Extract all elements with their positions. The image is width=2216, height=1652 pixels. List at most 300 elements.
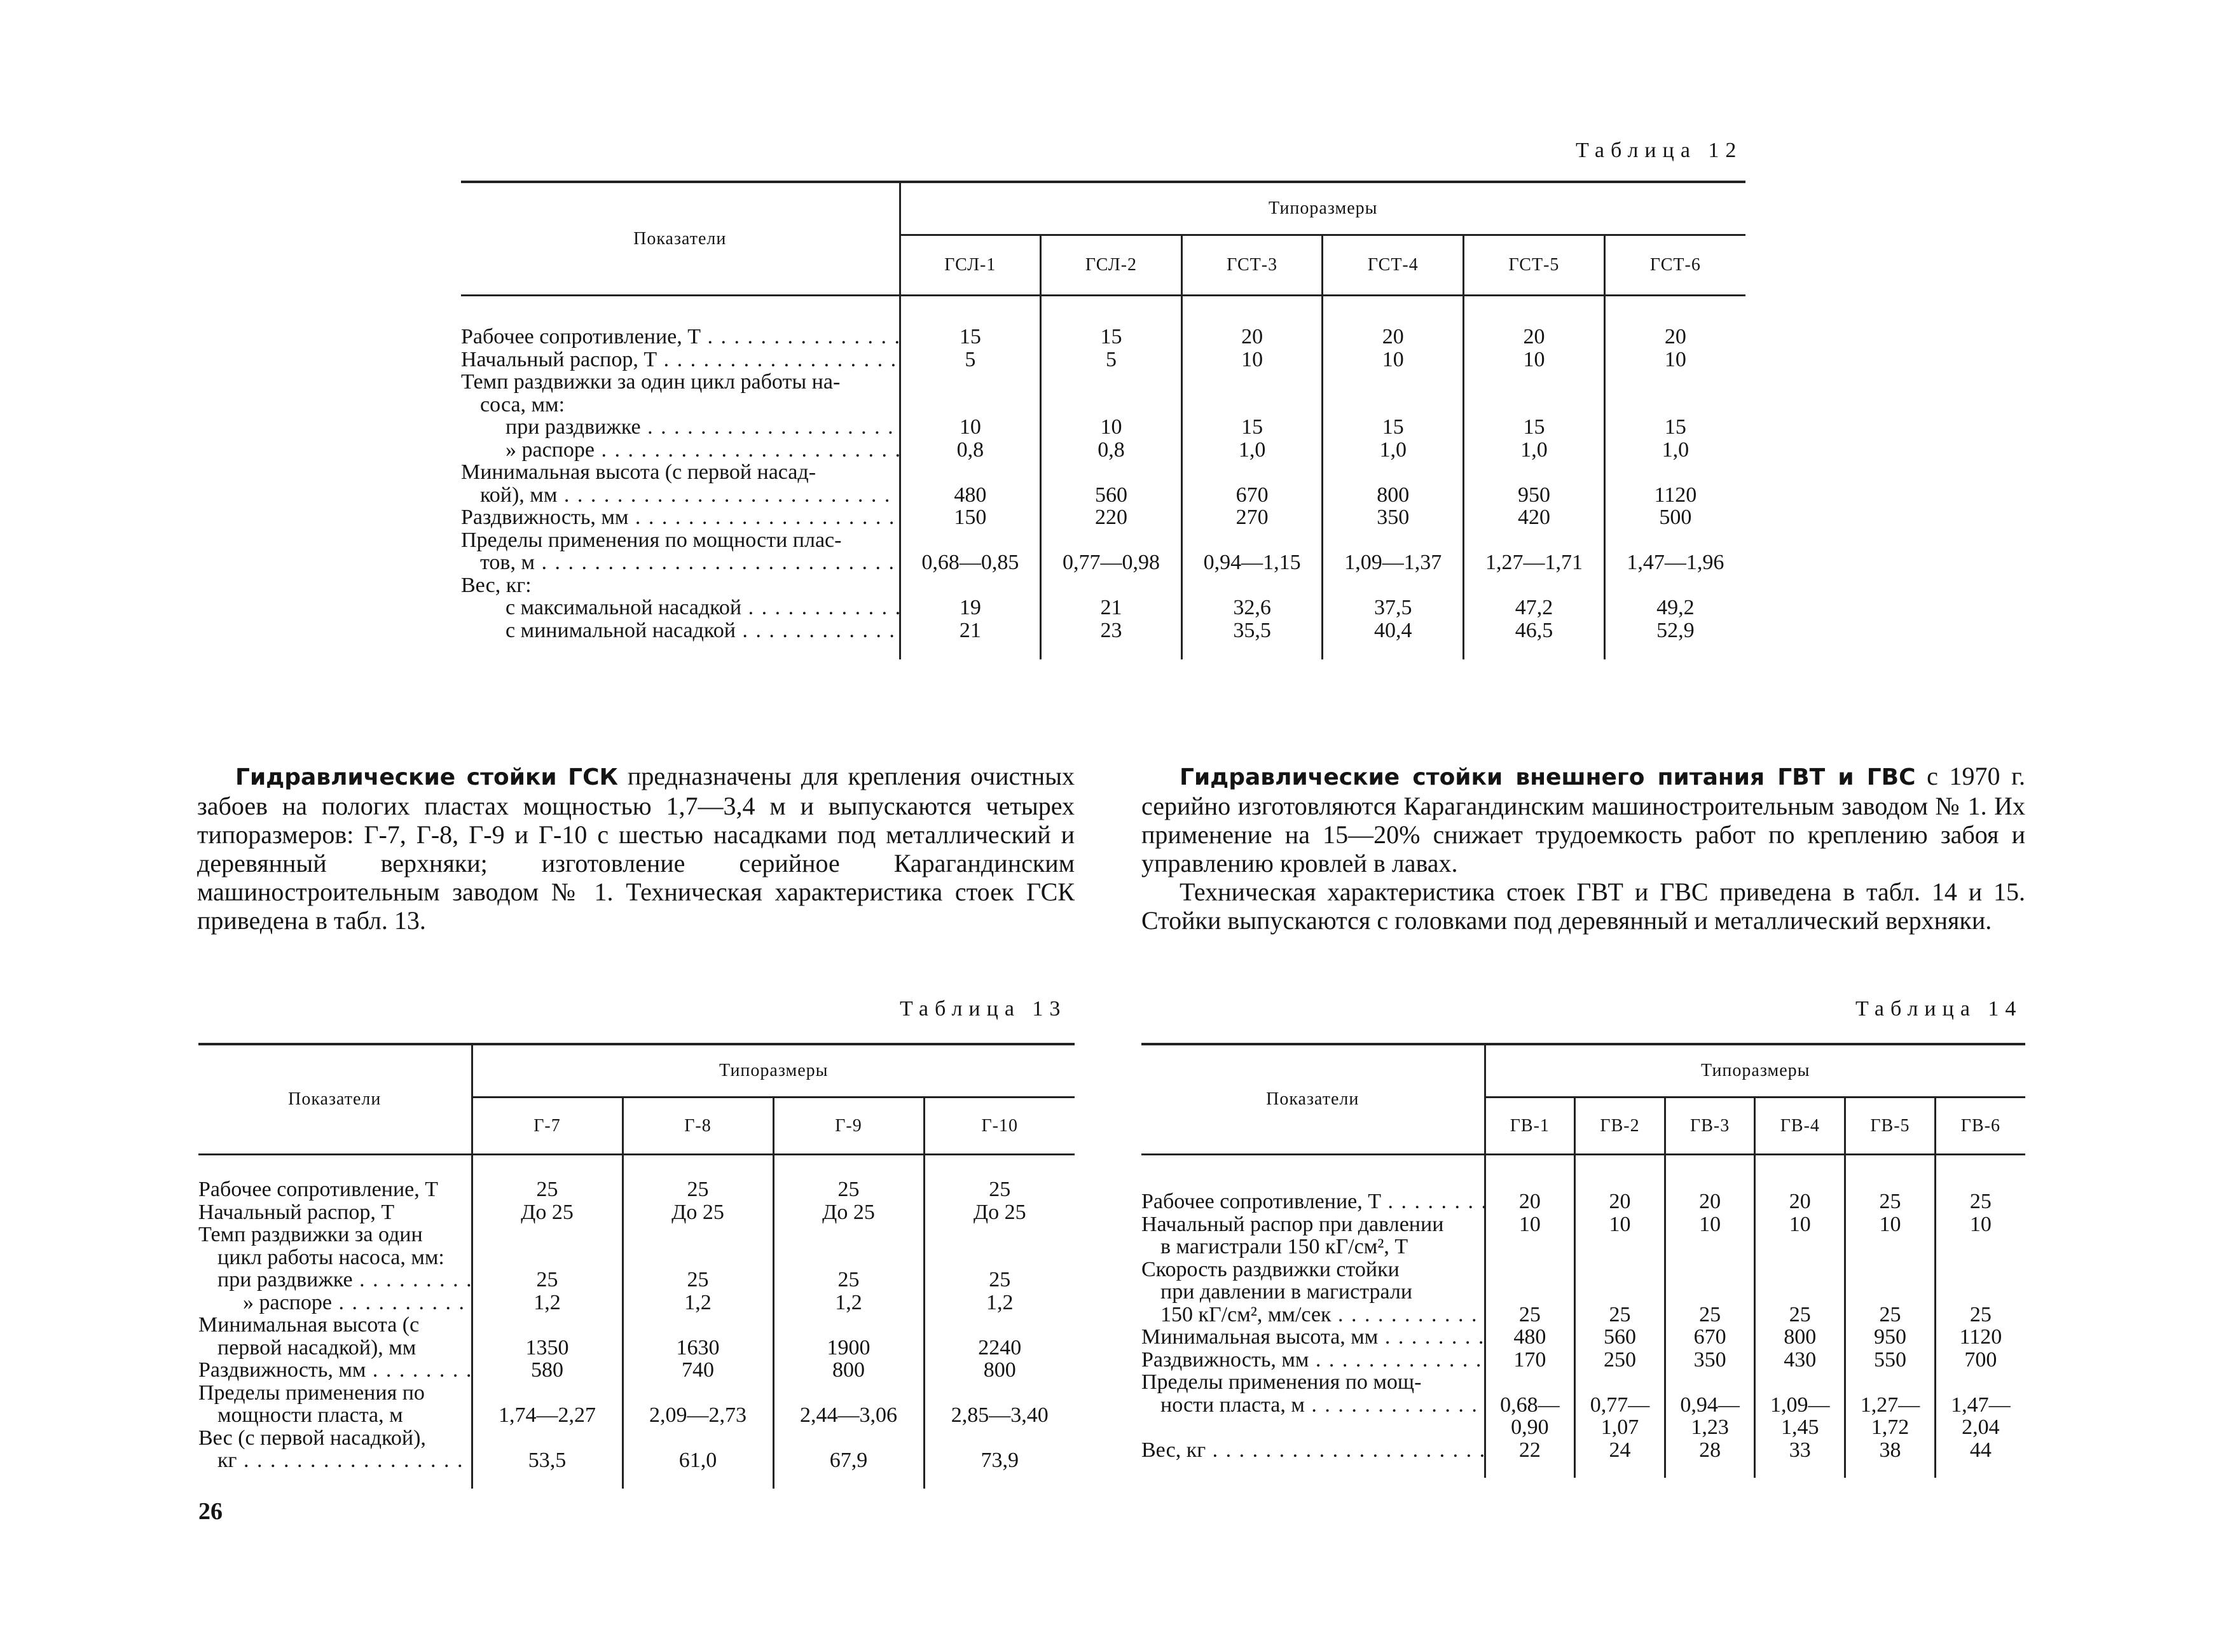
table-cell bbox=[1323, 529, 1462, 552]
table-cell: 25 bbox=[1879, 1302, 1901, 1326]
table-cell: 37,5 bbox=[1374, 596, 1412, 619]
table-cell bbox=[1323, 371, 1462, 394]
table-cell bbox=[624, 1246, 773, 1269]
row-label: Рабочее сопротивление, Т . . . bbox=[1141, 1190, 1484, 1213]
row-label: » распоре . . . bbox=[461, 439, 899, 462]
table-cell: 40,4 bbox=[1374, 618, 1412, 642]
table-cell: 10 bbox=[1664, 347, 1686, 371]
table-cell: 20 bbox=[1382, 325, 1404, 348]
table-cell: До 25 bbox=[822, 1200, 875, 1224]
table-cell bbox=[1846, 1371, 1934, 1394]
row-label: Минимальная высота (с bbox=[198, 1314, 420, 1337]
table-cell: 740 bbox=[682, 1358, 714, 1382]
table-cell: 350 bbox=[1693, 1347, 1726, 1372]
table-cell: 1,47—1,96 bbox=[1627, 551, 1724, 574]
table-cell bbox=[1464, 529, 1604, 552]
table-cell: 480 bbox=[954, 483, 987, 507]
table-14-body bbox=[1141, 1155, 2025, 1478]
row-label: Пределы применения по bbox=[198, 1381, 425, 1404]
table-cell: 0,8 bbox=[956, 437, 984, 462]
row-label: 150 кГ/см², мм/сек . . . bbox=[1141, 1304, 1484, 1326]
row-label: Вес (с первой насадкой), bbox=[198, 1426, 426, 1449]
table-cell: 10 bbox=[1879, 1212, 1901, 1236]
table-cell: 53,5 bbox=[528, 1449, 567, 1472]
table-cell: 480 bbox=[1513, 1325, 1546, 1349]
row-label: Рабочее сопротивление, Т . . . bbox=[461, 326, 899, 348]
table-cell: 0,77—0,98 bbox=[1062, 551, 1160, 574]
paragraph-gvt-lead: Гидравлические стойки внешнего питания ГВТ и ГВС bbox=[1180, 764, 1916, 790]
table-cell: 1,2 bbox=[533, 1290, 561, 1314]
table-cell: 2,04 bbox=[1962, 1415, 2000, 1439]
table-cell: 28 bbox=[1699, 1438, 1721, 1462]
table-cell: 46,5 bbox=[1515, 618, 1553, 642]
table-cell bbox=[1756, 1371, 1844, 1394]
table-cell: 61,0 bbox=[678, 1449, 717, 1472]
table-cell: 15 bbox=[1664, 415, 1686, 439]
table-cell bbox=[1606, 371, 1745, 394]
row-label: кой), мм . . . bbox=[461, 484, 899, 507]
table-cell: 500 bbox=[1659, 506, 1692, 529]
value-column bbox=[924, 1155, 1075, 1489]
table-cell bbox=[901, 394, 1040, 416]
table-cell: 25 bbox=[687, 1178, 709, 1201]
row-label: Темп раздвижки за один цикл работы на- bbox=[461, 371, 841, 394]
table-cell: 25 bbox=[1789, 1302, 1811, 1326]
table-cell: 0,94—1,15 bbox=[1203, 551, 1301, 574]
table-cell: 1,2 bbox=[986, 1290, 1014, 1314]
row-label: Раздвижность, мм . . . bbox=[1141, 1349, 1484, 1372]
row-label: тов, м . . . bbox=[461, 551, 899, 574]
table-cell: 10 bbox=[1518, 1212, 1541, 1236]
column-header: Г-9 bbox=[773, 1098, 924, 1155]
row-label: Начальный распор, Т . . . bbox=[461, 348, 899, 371]
table-cell bbox=[1576, 1258, 1664, 1281]
table-cell: 1,0 bbox=[1238, 437, 1266, 462]
value-column bbox=[1935, 1155, 2025, 1478]
table-cell: 220 bbox=[1094, 506, 1127, 529]
table-cell: 10 bbox=[1382, 347, 1404, 371]
table-13-group-label: Типоразмеры bbox=[472, 1044, 1075, 1098]
table-cell bbox=[1486, 1258, 1574, 1281]
table-cell: 20 bbox=[1523, 325, 1545, 348]
value-column bbox=[1485, 1155, 1575, 1478]
table-cell bbox=[624, 1314, 773, 1337]
row-label: Пределы применения по мощности плас- bbox=[461, 528, 842, 551]
table-13-caption: Таблица 13 bbox=[900, 997, 1067, 1021]
table-cell: 32,6 bbox=[1233, 596, 1271, 619]
table-cell: 1630 bbox=[676, 1335, 720, 1359]
table-cell: 1,0 bbox=[1379, 437, 1407, 462]
table-cell: 950 bbox=[1873, 1325, 1906, 1349]
table-cell bbox=[624, 1382, 773, 1405]
table-cell bbox=[1183, 574, 1322, 597]
table-cell: 23 bbox=[1100, 618, 1122, 642]
table-cell: 47,2 bbox=[1515, 596, 1553, 619]
table-cell bbox=[1846, 1236, 1934, 1258]
value-column bbox=[1604, 296, 1745, 660]
table-cell: 49,2 bbox=[1656, 596, 1695, 619]
column-header: ГВ-1 bbox=[1485, 1098, 1575, 1155]
table-cell: 430 bbox=[1784, 1347, 1817, 1372]
table-cell bbox=[925, 1223, 1075, 1246]
table-cell: 1,07 bbox=[1600, 1415, 1639, 1439]
table-cell: 350 bbox=[1377, 506, 1410, 529]
table-cell: 15 bbox=[1100, 325, 1122, 348]
paragraph-gsk bbox=[197, 762, 1075, 935]
table-cell: 5 bbox=[965, 347, 976, 371]
table-cell: 25 bbox=[687, 1268, 709, 1291]
value-column bbox=[1755, 1155, 1845, 1478]
table-cell bbox=[901, 371, 1040, 394]
table-cell bbox=[1666, 1371, 1754, 1394]
table-cell: 2,09—2,73 bbox=[649, 1403, 747, 1427]
table-cell: 10 bbox=[1699, 1212, 1721, 1236]
table-cell: 33 bbox=[1789, 1438, 1811, 1462]
table-cell: 25 bbox=[1969, 1190, 1992, 1213]
column-header: Г-7 bbox=[472, 1098, 623, 1155]
row-label: с минимальной насадкой . . . bbox=[461, 619, 899, 642]
table-cell bbox=[1323, 394, 1462, 416]
table-cell: 21 bbox=[1100, 596, 1122, 619]
table-cell: 20 bbox=[1609, 1190, 1631, 1213]
paragraph-gvt-gvs bbox=[1141, 762, 2025, 935]
page-number: 26 bbox=[198, 1498, 223, 1525]
table-13-header-label: Показатели bbox=[198, 1044, 472, 1155]
table-cell: 1,45 bbox=[1781, 1415, 1819, 1439]
table-cell: 150 bbox=[954, 506, 987, 529]
row-label: Вес, кг . . . bbox=[1141, 1439, 1484, 1462]
table-cell bbox=[1464, 461, 1604, 484]
row-label: » распоре . . . bbox=[198, 1291, 471, 1314]
table-cell: 270 bbox=[1235, 506, 1269, 529]
column-header: ГСТ-5 bbox=[1464, 235, 1605, 296]
table-cell: 24 bbox=[1609, 1438, 1631, 1462]
table-cell: 1,09—1,37 bbox=[1344, 551, 1442, 574]
row-label: Минимальная высота (с первой насад- bbox=[461, 461, 816, 484]
table-cell: 700 bbox=[1964, 1347, 1997, 1372]
table-14-header-label: Показатели bbox=[1141, 1044, 1485, 1155]
table-cell: 52,9 bbox=[1656, 618, 1695, 642]
table-cell bbox=[1846, 1258, 1934, 1281]
row-label: цикл работы насоса, мм: bbox=[217, 1246, 444, 1269]
table-cell bbox=[1323, 461, 1462, 484]
column-header: ГВ-5 bbox=[1845, 1098, 1936, 1155]
table-cell bbox=[1042, 529, 1181, 552]
row-label: мощности пласта, м bbox=[217, 1404, 403, 1427]
value-column bbox=[1575, 1155, 1665, 1478]
table-cell bbox=[1666, 1236, 1754, 1258]
table-cell: 10 bbox=[1609, 1212, 1631, 1236]
table-cell bbox=[1042, 574, 1181, 597]
row-label: в магистрали 150 кГ/см², Т bbox=[1160, 1236, 1408, 1258]
table-cell bbox=[624, 1427, 773, 1450]
table-12-caption: Таблица 12 bbox=[1576, 139, 1743, 162]
table-cell bbox=[1756, 1258, 1844, 1281]
paragraph-gsk-lead: Гидравлические стойки ГСК bbox=[235, 764, 618, 790]
table-cell bbox=[774, 1223, 923, 1246]
table-cell: 67,9 bbox=[829, 1449, 868, 1472]
table-cell bbox=[774, 1246, 923, 1269]
value-column bbox=[1464, 296, 1605, 660]
table-cell bbox=[473, 1314, 622, 1337]
table-cell: 1900 bbox=[827, 1335, 871, 1359]
row-label bbox=[1141, 1416, 1484, 1439]
table-cell: 15 bbox=[1241, 415, 1263, 439]
table-cell bbox=[901, 529, 1040, 552]
table-cell: 0,90 bbox=[1511, 1415, 1549, 1439]
table-cell bbox=[1183, 529, 1322, 552]
table-cell: 25 bbox=[536, 1268, 558, 1291]
table-12-body bbox=[461, 296, 1745, 660]
paragraph-gsk-body: предназначены для крепления очистных забоев на пологих пластах мощностью 1,7—3,4 м и выпускаются четырех типоразмеров: Г-7, Г-8, Г-9 и Г-10 с шестью насадками под металлический и деревянный верхняки; изготовление серийное Карагандинским машиностроительным заводом № 1. Техническая характеристика стоек ГСК приведена в табл. 13. bbox=[197, 762, 1075, 935]
table-cell: 2,44—3,06 bbox=[800, 1403, 897, 1427]
column-header: Г-8 bbox=[623, 1098, 773, 1155]
table-cell: 1120 bbox=[1654, 483, 1697, 507]
table-cell: 10 bbox=[1969, 1212, 1992, 1236]
table-cell: 1350 bbox=[525, 1335, 569, 1359]
table-cell: До 25 bbox=[671, 1200, 724, 1224]
table-12-group-label: Типоразмеры bbox=[900, 182, 1745, 235]
table-cell bbox=[774, 1314, 923, 1337]
column-header: ГСЛ-2 bbox=[1041, 235, 1182, 296]
row-label: Вес, кг: bbox=[461, 574, 532, 596]
value-column bbox=[1181, 296, 1323, 660]
table-cell: 420 bbox=[1517, 506, 1550, 529]
row-label: Раздвижность, мм . . . bbox=[461, 506, 899, 529]
table-cell: 0,94— bbox=[1680, 1393, 1740, 1417]
table-cell bbox=[1183, 371, 1322, 394]
column-header: ГВ-4 bbox=[1755, 1098, 1845, 1155]
value-column bbox=[1845, 1155, 1936, 1478]
column-header: Г-10 bbox=[924, 1098, 1075, 1155]
table-cell: 800 bbox=[832, 1358, 865, 1382]
row-label: первой насадкой), мм bbox=[217, 1336, 416, 1359]
table-cell: 10 bbox=[1789, 1212, 1811, 1236]
table-14-group-label: Типоразмеры bbox=[1485, 1044, 2025, 1098]
table-cell: 1,2 bbox=[684, 1290, 712, 1314]
table-cell bbox=[1464, 394, 1604, 416]
table-cell: 5 bbox=[1105, 347, 1117, 371]
table-cell bbox=[1042, 461, 1181, 484]
table-cell bbox=[1183, 394, 1322, 416]
table-cell: 10 bbox=[959, 415, 981, 439]
table-cell: 1,27— bbox=[1860, 1393, 1920, 1417]
table-cell: 25 bbox=[1879, 1190, 1901, 1213]
table-12 bbox=[461, 181, 1745, 659]
value-column bbox=[1665, 1155, 1755, 1478]
table-cell bbox=[473, 1246, 622, 1269]
table-cell: 0,68—0,85 bbox=[921, 551, 1019, 574]
table-cell: 25 bbox=[837, 1268, 860, 1291]
column-header: ГСТ-6 bbox=[1604, 235, 1745, 296]
table-cell bbox=[473, 1382, 622, 1405]
table-cell: 1120 bbox=[1959, 1325, 2002, 1349]
row-label: Пределы применения по мощ- bbox=[1141, 1371, 1422, 1394]
value-column bbox=[472, 1155, 623, 1489]
column-header: ГСЛ-1 bbox=[900, 235, 1041, 296]
paragraph-gvt-body-2: Техническая характеристика стоек ГВТ и ГВС приведена в табл. 14 и 15. Стойки выпускаются с головками под деревянный и металлический верхняки. bbox=[1141, 878, 2025, 935]
row-label: Начальный распор при давлении bbox=[1141, 1213, 1444, 1236]
table-cell: 800 bbox=[1784, 1325, 1817, 1349]
table-cell: До 25 bbox=[521, 1200, 574, 1224]
table-cell: 1,74—2,27 bbox=[499, 1403, 596, 1427]
table-cell: 1,0 bbox=[1662, 437, 1690, 462]
table-cell: 20 bbox=[1789, 1190, 1811, 1213]
table-cell: 20 bbox=[1241, 325, 1263, 348]
table-cell: 1,27—1,71 bbox=[1485, 551, 1583, 574]
table-14-caption: Таблица 14 bbox=[1855, 997, 2023, 1021]
value-column bbox=[1323, 296, 1464, 660]
table-cell: 73,9 bbox=[981, 1449, 1019, 1472]
table-cell bbox=[1606, 394, 1745, 416]
table-cell bbox=[1606, 461, 1745, 484]
table-cell bbox=[1936, 1258, 2025, 1281]
table-cell: 0,8 bbox=[1098, 437, 1125, 462]
paragraph-gvt-body-1: с 1970 г. серийно изготовляются Карагандинским машиностроительным заводом № 1. Их применение на 15—20% снижает трудоемкость работ по креплению забоя и управлению кровлей в лавах. bbox=[1141, 762, 2025, 878]
table-cell: 22 bbox=[1518, 1438, 1541, 1462]
table-cell: 2240 bbox=[978, 1335, 1022, 1359]
table-cell bbox=[1756, 1281, 1844, 1304]
value-column bbox=[773, 1155, 924, 1489]
table-cell: 44 bbox=[1969, 1438, 1992, 1462]
table-cell bbox=[1486, 1236, 1574, 1258]
table-cell: 800 bbox=[1377, 483, 1410, 507]
table-cell: 0,68— bbox=[1500, 1393, 1560, 1417]
table-cell bbox=[1042, 394, 1181, 416]
table-13 bbox=[198, 1043, 1075, 1489]
table-cell: До 25 bbox=[973, 1200, 1026, 1224]
value-column bbox=[1041, 296, 1182, 660]
row-labels bbox=[461, 296, 900, 660]
row-label: ности пласта, м . . . bbox=[1141, 1394, 1484, 1417]
table-cell bbox=[1666, 1258, 1754, 1281]
table-cell: 950 bbox=[1517, 483, 1550, 507]
row-labels bbox=[1141, 1155, 1485, 1478]
column-header: ГВ-6 bbox=[1935, 1098, 2025, 1155]
table-cell bbox=[1936, 1281, 2025, 1304]
table-cell bbox=[1323, 574, 1462, 597]
row-label: соса, мм: bbox=[480, 393, 565, 416]
table-cell: 10 bbox=[1523, 347, 1545, 371]
table-cell bbox=[1486, 1371, 1574, 1394]
table-cell: 550 bbox=[1873, 1347, 1906, 1372]
table-cell bbox=[925, 1427, 1075, 1450]
table-cell: 670 bbox=[1235, 483, 1269, 507]
row-labels bbox=[198, 1155, 472, 1489]
column-header: ГВ-2 bbox=[1575, 1098, 1665, 1155]
table-cell bbox=[1606, 529, 1745, 552]
table-cell: 10 bbox=[1241, 347, 1263, 371]
table-cell: 15 bbox=[1523, 415, 1545, 439]
row-label: Рабочее сопротивление, Т bbox=[198, 1178, 439, 1201]
table-cell bbox=[1464, 371, 1604, 394]
table-cell bbox=[925, 1246, 1075, 1269]
row-label: Скорость раздвижки стойки bbox=[1141, 1258, 1400, 1281]
table-cell: 25 bbox=[1609, 1302, 1631, 1326]
table-cell: 15 bbox=[1382, 415, 1404, 439]
row-label: Начальный распор, Т bbox=[198, 1201, 395, 1223]
table-cell bbox=[1042, 371, 1181, 394]
table-cell: 19 bbox=[959, 596, 981, 619]
column-header: ГВ-3 bbox=[1665, 1098, 1755, 1155]
table-cell: 170 bbox=[1513, 1347, 1546, 1372]
column-header: ГСТ-4 bbox=[1323, 235, 1464, 296]
table-cell: 800 bbox=[983, 1358, 1016, 1382]
table-cell: 1,23 bbox=[1691, 1415, 1729, 1439]
table-cell: 1,2 bbox=[835, 1290, 862, 1314]
table-cell: 2,85—3,40 bbox=[951, 1403, 1049, 1427]
row-label: при раздвижке . . . bbox=[461, 416, 899, 439]
table-cell bbox=[774, 1382, 923, 1405]
table-cell bbox=[1576, 1371, 1664, 1394]
table-cell bbox=[1464, 574, 1604, 597]
row-label: кг . . . bbox=[198, 1449, 471, 1472]
value-column bbox=[900, 296, 1041, 660]
table-cell bbox=[1183, 461, 1322, 484]
row-label: при давлении в магистрали bbox=[1160, 1281, 1413, 1304]
table-cell bbox=[1666, 1281, 1754, 1304]
table-cell: 20 bbox=[1518, 1190, 1541, 1213]
table-cell bbox=[774, 1427, 923, 1450]
table-cell bbox=[925, 1314, 1075, 1337]
table-cell bbox=[1756, 1236, 1844, 1258]
table-cell bbox=[901, 461, 1040, 484]
value-column bbox=[623, 1155, 773, 1489]
table-cell: 21 bbox=[959, 618, 981, 642]
table-cell bbox=[1846, 1281, 1934, 1304]
table-cell: 25 bbox=[837, 1178, 860, 1201]
table-cell bbox=[1576, 1281, 1664, 1304]
table-cell: 25 bbox=[1699, 1302, 1721, 1326]
table-cell bbox=[1606, 574, 1745, 597]
table-cell bbox=[1936, 1371, 2025, 1394]
table-cell: 35,5 bbox=[1233, 618, 1271, 642]
table-cell: 15 bbox=[959, 325, 981, 348]
table-cell bbox=[473, 1223, 622, 1246]
table-cell: 1,09— bbox=[1770, 1393, 1830, 1417]
table-cell: 25 bbox=[989, 1178, 1011, 1201]
table-cell: 580 bbox=[531, 1358, 563, 1382]
table-cell bbox=[1486, 1281, 1574, 1304]
row-label: при раздвижке . . . bbox=[198, 1269, 471, 1291]
table-cell bbox=[1936, 1236, 2025, 1258]
column-header: ГСТ-3 bbox=[1181, 235, 1323, 296]
table-cell bbox=[901, 574, 1040, 597]
table-cell bbox=[473, 1427, 622, 1450]
row-label: Минимальная высота, мм . . . bbox=[1141, 1326, 1484, 1349]
table-cell: 250 bbox=[1603, 1347, 1636, 1372]
table-cell: 38 bbox=[1879, 1438, 1901, 1462]
table-cell: 25 bbox=[989, 1268, 1011, 1291]
row-label: Раздвижность, мм . . . bbox=[198, 1359, 471, 1382]
table-cell: 0,77— bbox=[1590, 1393, 1650, 1417]
table-cell: 25 bbox=[536, 1178, 558, 1201]
table-cell: 1,47— bbox=[1951, 1393, 2011, 1417]
table-cell bbox=[1576, 1236, 1664, 1258]
table-cell: 20 bbox=[1664, 325, 1686, 348]
table-cell bbox=[624, 1223, 773, 1246]
table-cell: 560 bbox=[1094, 483, 1127, 507]
table-cell: 25 bbox=[1518, 1302, 1541, 1326]
table-cell bbox=[925, 1382, 1075, 1405]
table-cell: 670 bbox=[1693, 1325, 1726, 1349]
table-13-body bbox=[198, 1155, 1075, 1489]
table-cell: 10 bbox=[1100, 415, 1122, 439]
table-cell: 25 bbox=[1969, 1302, 1992, 1326]
row-label: с максимальной насадкой . . . bbox=[461, 596, 899, 619]
table-12-header-label: Показатели bbox=[461, 182, 900, 296]
table-cell: 1,72 bbox=[1871, 1415, 1910, 1439]
